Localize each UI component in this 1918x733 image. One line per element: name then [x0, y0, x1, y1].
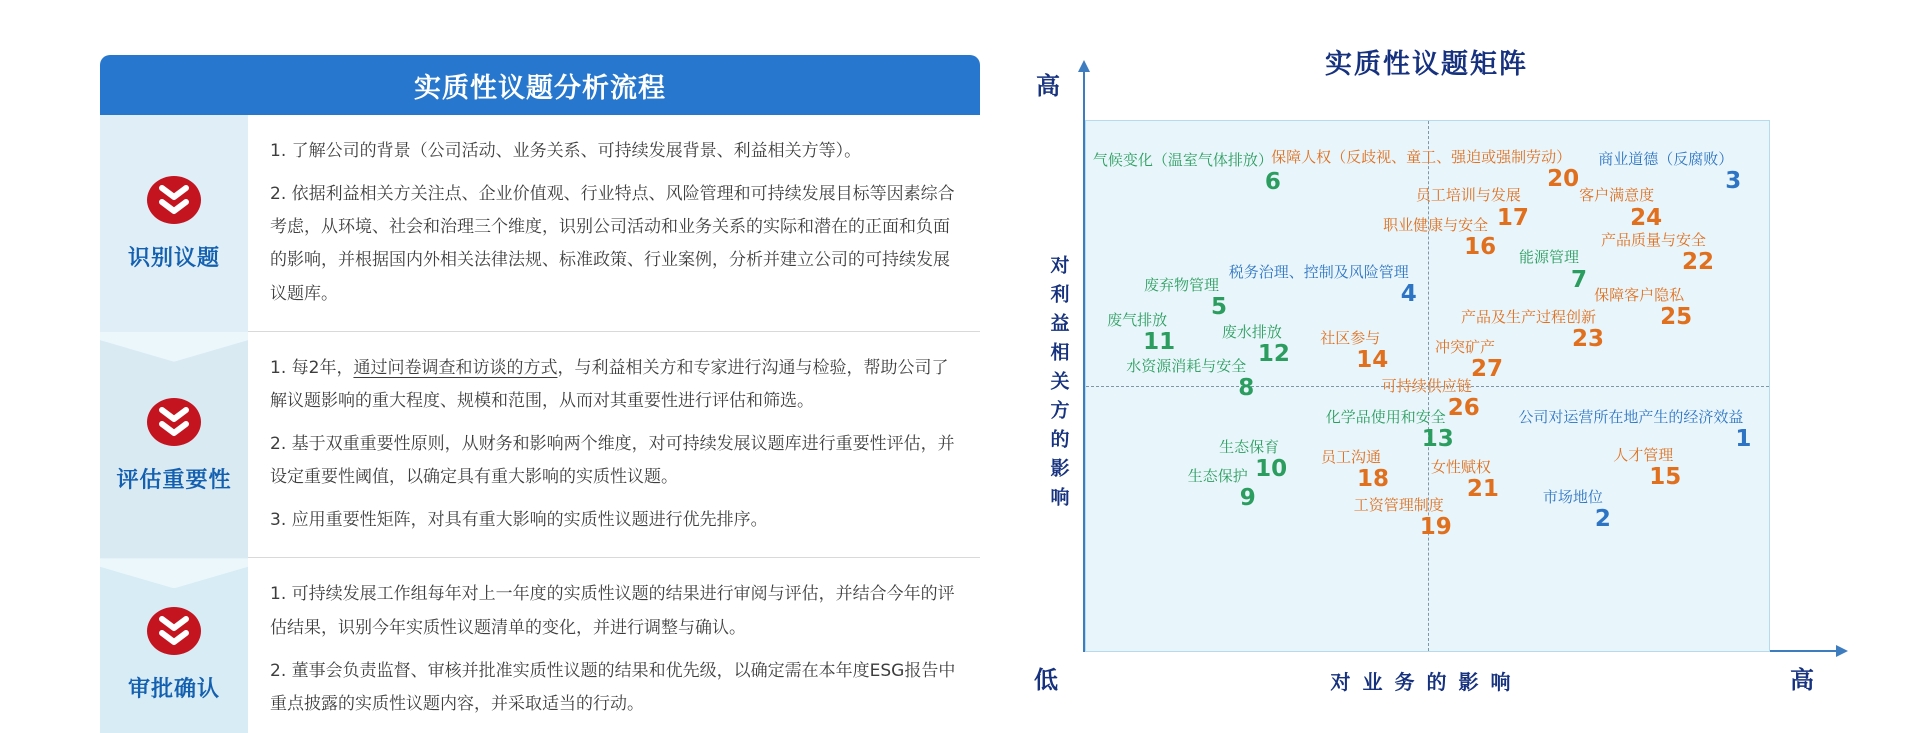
x-axis-high-label: 高 [1790, 666, 1814, 694]
chevron-divider [100, 558, 248, 588]
topic-number: 15 [1649, 464, 1682, 491]
process-stage-banner [100, 558, 248, 733]
topic-label: 市场地位 [1542, 487, 1603, 506]
matrix-topic [1613, 445, 1682, 491]
stage-description [248, 558, 980, 733]
topic-label: 可持续供应链 [1381, 377, 1472, 396]
materiality-matrix-panel [1030, 40, 1910, 720]
topic-label: 税务治理、控制及风险管理 [1228, 263, 1409, 282]
topic-number: 8 [1238, 375, 1255, 402]
y-axis-high-label: 高 [1036, 72, 1060, 100]
matrix-topic [1518, 407, 1752, 453]
process-stage-row [100, 332, 980, 559]
topic-number: 22 [1681, 249, 1714, 276]
topic-number: 21 [1466, 476, 1499, 503]
flow-panel-title: 实质性议题分析流程 [414, 72, 666, 104]
stage-paragraph: 1. 了解公司的背景（公司活动、业务关系、可持续发展背景、利益相关方等）。 [270, 141, 862, 161]
process-stage-list [100, 115, 980, 733]
topic-label: 保障客户隐私 [1594, 285, 1685, 304]
topic-number: 6 [1264, 168, 1281, 195]
stage-badge [116, 397, 231, 494]
matrix-topic [1271, 148, 1580, 193]
topic-number: 19 [1419, 514, 1452, 541]
topic-number: 20 [1547, 166, 1580, 193]
topic-number: 9 [1239, 485, 1256, 512]
stage-label: 识别议题 [127, 245, 220, 271]
matrix-topic [1542, 487, 1611, 533]
topic-number: 5 [1211, 294, 1228, 321]
matrix-topic [1594, 285, 1693, 331]
matrix-plot-area [1085, 120, 1770, 652]
stage-paragraph: 2. 依据利益相关方关注点、企业价值观、行业特点、风险管理和可持续发展目标等因素综合考虑，从环境、社会和治理三个维度，识别公司活动和业务关系的实际和潜在的正面和负面的影响，并根据国内外相关法律法规、标准政策、行业案例，分析并建立公司的可持续发展议题库。 [270, 184, 955, 304]
topic-label: 保障人权（反歧视、童工、强迫或强制劳动） [1271, 148, 1572, 167]
topic-number: 27 [1471, 356, 1504, 383]
matrix-topic [1187, 467, 1256, 512]
topic-number: 25 [1660, 304, 1693, 331]
matrix-topic [1600, 230, 1714, 276]
matrix-topic [1107, 310, 1176, 356]
x-axis-title: 对业务的影响 [1330, 670, 1523, 694]
stage-paragraph: 1. 每2年，通过问卷调查和访谈的方式，与利益相关方和专家进行沟通与检验，帮助公司了解议题影响的重大程度、规模和范围，从而对其重要性进行评估和筛选。 [270, 357, 949, 411]
y-axis-arrow-icon [1078, 60, 1090, 72]
topic-number: 17 [1496, 204, 1529, 231]
topic-label: 社区参与 [1320, 328, 1381, 347]
topic-number: 14 [1356, 347, 1389, 374]
stage-paragraph: 2. 董事会负责监督、审核并批准实质性议题的结果和优先级，以确定需在本年度ESG报告中重点披露的实质性议题内容，并采取适当的行动。 [270, 660, 956, 714]
topic-label: 生态保护 [1187, 467, 1248, 486]
topic-label: 冲突矿产 [1435, 337, 1496, 356]
topic-label: 气候变化（温室气体排放） [1092, 150, 1273, 169]
process-stage-row [100, 558, 980, 733]
matrix-topic [1126, 356, 1255, 402]
matrix-topic [1092, 150, 1281, 195]
stage-paragraph: 2. 基于双重重要性原则，从财务和影响两个维度，对可持续发展议题库进行重要性评估，并设定重要性阈值，以确定具有重大影响的实质性议题。 [270, 433, 955, 488]
double-chevron-down-icon [146, 175, 202, 225]
y-axis-title: 对利益相关方的影响 [1047, 254, 1070, 516]
double-chevron-down-icon [146, 606, 202, 656]
stage-badge [128, 175, 220, 272]
topic-label: 废水排放 [1221, 322, 1282, 341]
chevron-divider [100, 332, 248, 362]
materiality-process-panel [100, 55, 980, 733]
topic-number: 11 [1143, 329, 1176, 356]
stage-paragraph: 3. 应用重要性矩阵，对具有重大影响的实质性议题进行优先排序。 [270, 510, 768, 531]
flow-panel-header [100, 55, 980, 115]
topic-number: 18 [1356, 466, 1389, 493]
stage-paragraph: 1. 可持续发展工作组每年对上一年度的实质性议题的结果进行审阅与评估，并结合今年的评估结果，识别今年实质性议题清单的变化，并进行调整与确认。 [270, 584, 955, 638]
topic-label: 废弃物管理 [1144, 275, 1220, 294]
process-stage-banner [100, 115, 248, 332]
double-chevron-down-icon [146, 397, 202, 447]
topic-label: 废气排放 [1107, 310, 1168, 329]
topic-number: 23 [1571, 326, 1604, 353]
matrix-topic [1435, 337, 1504, 383]
stage-label: 评估重要性 [116, 467, 232, 493]
stage-description [248, 115, 980, 332]
matrix-topic [1579, 186, 1663, 231]
topic-number: 4 [1400, 281, 1417, 308]
matrix-topic [1325, 407, 1454, 453]
topic-number: 16 [1464, 234, 1497, 261]
process-stage-row [100, 115, 980, 332]
topic-label: 产品质量与安全 [1600, 230, 1706, 249]
stage-description [248, 332, 980, 559]
stage-label: 审批确认 [127, 677, 220, 703]
matrix-topic [1320, 448, 1389, 493]
matrix-title: 实质性议题矩阵 [1325, 49, 1528, 80]
process-stage-banner [100, 332, 248, 559]
topic-label: 公司对运营所在地产生的经济效益 [1518, 407, 1744, 426]
topic-number: 2 [1594, 506, 1611, 533]
topic-number: 1 [1735, 426, 1752, 453]
topic-number: 12 [1257, 341, 1290, 368]
matrix-topic [1228, 263, 1417, 308]
topic-label: 女性赋权 [1430, 458, 1491, 477]
topic-label: 员工沟通 [1320, 448, 1381, 467]
topic-label: 化学品使用和安全 [1325, 407, 1446, 426]
topic-label: 水资源消耗与安全 [1126, 356, 1247, 375]
topic-label: 商业道德（反腐败） [1598, 150, 1734, 169]
topic-label: 人才管理 [1613, 445, 1674, 464]
matrix-topic [1353, 495, 1452, 541]
topic-number: 13 [1421, 426, 1454, 453]
matrix-topic [1320, 328, 1389, 374]
topic-label: 客户满意度 [1579, 186, 1655, 205]
topic-number: 26 [1447, 395, 1480, 422]
x-axis-low-label: 低 [1034, 666, 1058, 694]
topic-number: 3 [1725, 168, 1742, 195]
topic-label: 生态保育 [1219, 438, 1280, 456]
topic-label: 员工培训与发展 [1415, 186, 1521, 205]
x-axis-arrow-icon [1836, 645, 1848, 657]
matrix-topic [1383, 215, 1497, 261]
topic-label: 工资管理制度 [1353, 495, 1444, 514]
stage-badge [128, 606, 220, 703]
topic-number: 7 [1571, 266, 1588, 293]
topic-label: 能源管理 [1519, 248, 1580, 267]
topic-number: 10 [1255, 456, 1288, 483]
topic-label: 产品及生产过程创新 [1460, 308, 1596, 327]
matrix-topic [1519, 248, 1588, 293]
topic-number: 24 [1630, 204, 1663, 231]
topic-label: 职业健康与安全 [1383, 215, 1489, 234]
